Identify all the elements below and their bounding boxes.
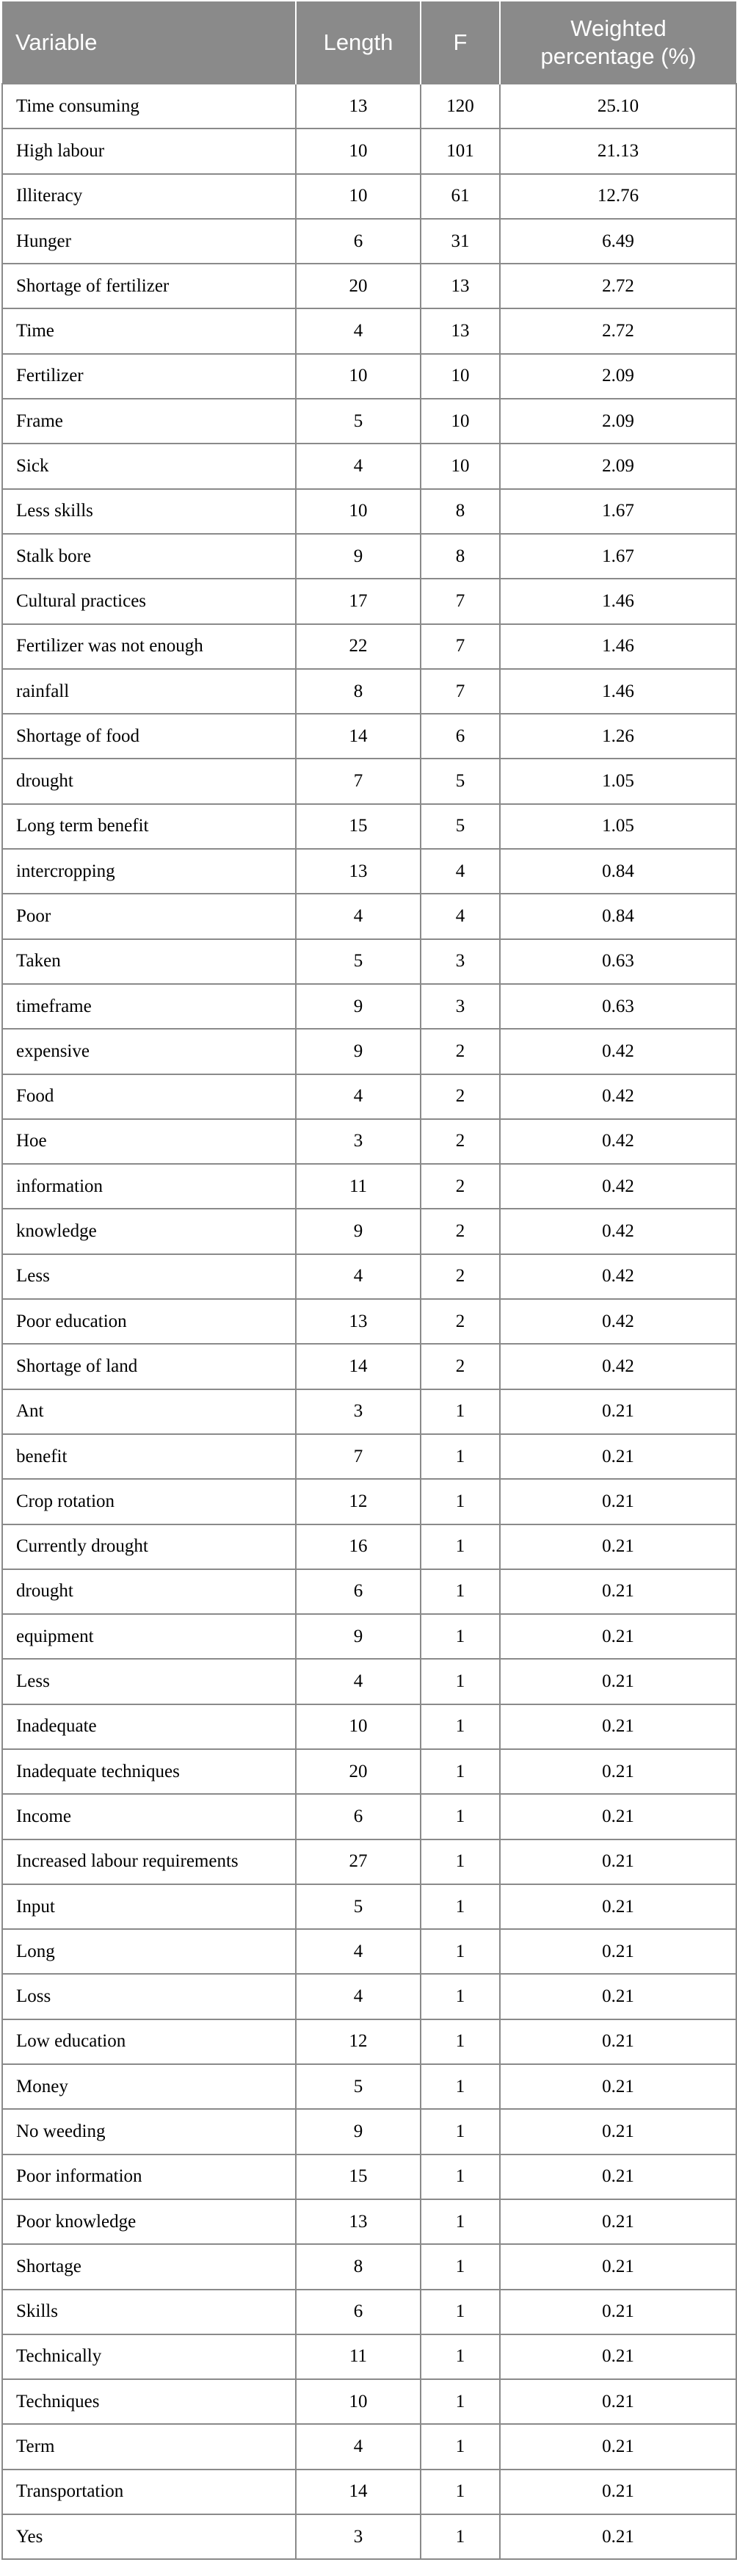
cell-f: 1 xyxy=(421,1974,500,2019)
cell-variable: rainfall xyxy=(2,669,296,714)
cell-weighted-percentage: 2.09 xyxy=(500,399,736,444)
cell-variable: Stalk bore xyxy=(2,534,296,579)
cell-variable: Poor xyxy=(2,894,296,938)
cell-variable: Techniques xyxy=(2,2379,296,2424)
cell-weighted-percentage: 0.21 xyxy=(500,1794,736,1839)
cell-variable: intercropping xyxy=(2,849,296,894)
cell-weighted-percentage: 1.67 xyxy=(500,534,736,579)
cell-length: 4 xyxy=(296,1254,421,1299)
cell-weighted-percentage: 0.42 xyxy=(500,1074,736,1119)
header-f: F xyxy=(421,1,500,84)
cell-weighted-percentage: 0.21 xyxy=(500,1524,736,1569)
cell-variable: Cultural practices xyxy=(2,579,296,623)
table-row xyxy=(2,759,736,803)
cell-variable: Long term benefit xyxy=(2,804,296,849)
cell-f: 2 xyxy=(421,1299,500,1344)
cell-f: 1 xyxy=(421,1569,500,1614)
cell-length: 5 xyxy=(296,399,421,444)
cell-length: 6 xyxy=(296,1794,421,1839)
cell-f: 1 xyxy=(421,1434,500,1479)
cell-weighted-percentage: 0.21 xyxy=(500,2424,736,2469)
cell-weighted-percentage: 0.21 xyxy=(500,2514,736,2559)
cell-weighted-percentage: 0.42 xyxy=(500,1299,736,1344)
cell-weighted-percentage: 0.21 xyxy=(500,2290,736,2334)
cell-f: 1 xyxy=(421,2019,500,2064)
cell-variable: No weeding xyxy=(2,2109,296,2154)
cell-variable: knowledge xyxy=(2,1209,296,1253)
cell-f: 101 xyxy=(421,129,500,173)
cell-variable: Technically xyxy=(2,2334,296,2379)
table-row xyxy=(2,308,736,353)
table-row xyxy=(2,1839,736,1884)
cell-weighted-percentage: 0.21 xyxy=(500,2064,736,2109)
cell-variable: Less xyxy=(2,1254,296,1299)
cell-variable: Loss xyxy=(2,1974,296,2019)
cell-f: 1 xyxy=(421,2379,500,2424)
cell-length: 10 xyxy=(296,129,421,173)
cell-weighted-percentage: 0.42 xyxy=(500,1119,736,1164)
cell-variable: Shortage xyxy=(2,2244,296,2289)
cell-f: 1 xyxy=(421,2199,500,2244)
cell-f: 1 xyxy=(421,1659,500,1704)
table-row xyxy=(2,1794,736,1839)
cell-variable: Taken xyxy=(2,939,296,984)
cell-length: 4 xyxy=(296,1074,421,1119)
table-row xyxy=(2,354,736,399)
cell-variable: Inadequate xyxy=(2,1704,296,1749)
cell-variable: Food xyxy=(2,1074,296,1119)
cell-length: 5 xyxy=(296,939,421,984)
cell-weighted-percentage: 0.21 xyxy=(500,2109,736,2154)
table-row xyxy=(2,624,736,669)
cell-length: 16 xyxy=(296,1524,421,1569)
cell-length: 20 xyxy=(296,1749,421,1794)
cell-variable: Ant xyxy=(2,1389,296,1434)
cell-length: 12 xyxy=(296,1479,421,1524)
cell-length: 9 xyxy=(296,1614,421,1659)
cell-length: 17 xyxy=(296,579,421,623)
header-weighted-percentage: Weighted percentage (%) xyxy=(500,1,736,84)
cell-length: 7 xyxy=(296,1434,421,1479)
cell-variable: Increased labour requirements xyxy=(2,1839,296,1884)
cell-f: 13 xyxy=(421,308,500,353)
cell-weighted-percentage: 0.21 xyxy=(500,2244,736,2289)
table-row xyxy=(2,1209,736,1253)
cell-f: 1 xyxy=(421,2064,500,2109)
cell-weighted-percentage: 0.21 xyxy=(500,2379,736,2424)
table-row xyxy=(2,1704,736,1749)
cell-variable: information xyxy=(2,1164,296,1209)
table-row xyxy=(2,2470,736,2514)
cell-weighted-percentage: 0.21 xyxy=(500,1839,736,1884)
table-row xyxy=(2,2199,736,2244)
cell-variable: Long xyxy=(2,1929,296,1974)
cell-weighted-percentage: 1.46 xyxy=(500,624,736,669)
cell-variable: Hunger xyxy=(2,219,296,264)
cell-weighted-percentage: 25.10 xyxy=(500,84,736,129)
header-length: Length xyxy=(296,1,421,84)
cell-weighted-percentage: 1.46 xyxy=(500,579,736,623)
cell-f: 61 xyxy=(421,174,500,219)
cell-length: 14 xyxy=(296,1344,421,1389)
cell-variable: Sick xyxy=(2,444,296,488)
cell-f: 8 xyxy=(421,534,500,579)
cell-length: 8 xyxy=(296,2244,421,2289)
cell-f: 13 xyxy=(421,264,500,308)
cell-length: 9 xyxy=(296,984,421,1029)
cell-variable: High labour xyxy=(2,129,296,173)
cell-f: 1 xyxy=(421,2334,500,2379)
cell-f: 3 xyxy=(421,939,500,984)
table-row xyxy=(2,219,736,264)
table-row xyxy=(2,2154,736,2199)
cell-length: 4 xyxy=(296,308,421,353)
cell-f: 1 xyxy=(421,1614,500,1659)
cell-variable: Money xyxy=(2,2064,296,2109)
cell-variable: Frame xyxy=(2,399,296,444)
cell-f: 2 xyxy=(421,1164,500,1209)
table-row xyxy=(2,1524,736,1569)
cell-variable: Term xyxy=(2,2424,296,2469)
cell-f: 1 xyxy=(421,2109,500,2154)
cell-f: 2 xyxy=(421,1119,500,1164)
cell-variable: Less xyxy=(2,1659,296,1704)
cell-weighted-percentage: 0.21 xyxy=(500,2334,736,2379)
cell-variable: Time consuming xyxy=(2,84,296,129)
table-row xyxy=(2,1074,736,1119)
cell-f: 5 xyxy=(421,759,500,803)
cell-variable: Income xyxy=(2,1794,296,1839)
cell-f: 1 xyxy=(421,1884,500,1929)
table-row xyxy=(2,2290,736,2334)
cell-weighted-percentage: 0.21 xyxy=(500,1704,736,1749)
cell-length: 9 xyxy=(296,534,421,579)
cell-variable: timeframe xyxy=(2,984,296,1029)
header-row xyxy=(2,1,736,84)
cell-variable: benefit xyxy=(2,1434,296,1479)
cell-variable: Skills xyxy=(2,2290,296,2334)
cell-f: 8 xyxy=(421,489,500,534)
cell-f: 5 xyxy=(421,804,500,849)
table-row xyxy=(2,174,736,219)
cell-weighted-percentage: 12.76 xyxy=(500,174,736,219)
table-row xyxy=(2,1119,736,1164)
cell-length: 4 xyxy=(296,2424,421,2469)
table-row xyxy=(2,264,736,308)
cell-weighted-percentage: 0.21 xyxy=(500,2154,736,2199)
cell-length: 20 xyxy=(296,264,421,308)
cell-length: 10 xyxy=(296,1704,421,1749)
cell-length: 4 xyxy=(296,1659,421,1704)
table-row xyxy=(2,1884,736,1929)
cell-weighted-percentage: 0.42 xyxy=(500,1254,736,1299)
cell-f: 2 xyxy=(421,1209,500,1253)
cell-f: 1 xyxy=(421,2290,500,2334)
cell-variable: equipment xyxy=(2,1614,296,1659)
cell-weighted-percentage: 1.26 xyxy=(500,714,736,759)
cell-variable: drought xyxy=(2,1569,296,1614)
cell-weighted-percentage: 0.42 xyxy=(500,1344,736,1389)
cell-variable: Yes xyxy=(2,2514,296,2559)
cell-length: 9 xyxy=(296,1029,421,1074)
cell-variable: Less skills xyxy=(2,489,296,534)
cell-f: 7 xyxy=(421,624,500,669)
cell-weighted-percentage: 1.05 xyxy=(500,804,736,849)
table-row xyxy=(2,2064,736,2109)
cell-length: 13 xyxy=(296,84,421,129)
cell-variable: Currently drought xyxy=(2,1524,296,1569)
table-row xyxy=(2,444,736,488)
cell-length: 7 xyxy=(296,759,421,803)
cell-variable: Input xyxy=(2,1884,296,1929)
cell-f: 10 xyxy=(421,399,500,444)
cell-weighted-percentage: 1.46 xyxy=(500,669,736,714)
cell-length: 5 xyxy=(296,2064,421,2109)
table-row xyxy=(2,1929,736,1974)
table-row xyxy=(2,399,736,444)
table-row xyxy=(2,1434,736,1479)
cell-weighted-percentage: 0.84 xyxy=(500,849,736,894)
cell-f: 1 xyxy=(421,1794,500,1839)
cell-variable: Transportation xyxy=(2,2470,296,2514)
cell-length: 3 xyxy=(296,1389,421,1434)
table-row xyxy=(2,1344,736,1389)
cell-variable: Time xyxy=(2,308,296,353)
cell-variable: Hoe xyxy=(2,1119,296,1164)
cell-variable: Shortage of land xyxy=(2,1344,296,1389)
cell-f: 2 xyxy=(421,1254,500,1299)
cell-weighted-percentage: 0.21 xyxy=(500,2019,736,2064)
cell-length: 14 xyxy=(296,2470,421,2514)
cell-f: 4 xyxy=(421,849,500,894)
cell-f: 120 xyxy=(421,84,500,129)
cell-weighted-percentage: 0.21 xyxy=(500,1884,736,1929)
cell-weighted-percentage: 0.21 xyxy=(500,1614,736,1659)
table-row xyxy=(2,489,736,534)
cell-f: 2 xyxy=(421,1074,500,1119)
table-row xyxy=(2,2244,736,2289)
cell-weighted-percentage: 0.42 xyxy=(500,1164,736,1209)
cell-f: 6 xyxy=(421,714,500,759)
cell-weighted-percentage: 1.05 xyxy=(500,759,736,803)
cell-length: 13 xyxy=(296,1299,421,1344)
cell-variable: Crop rotation xyxy=(2,1479,296,1524)
cell-f: 1 xyxy=(421,1929,500,1974)
cell-length: 15 xyxy=(296,2154,421,2199)
table-row xyxy=(2,714,736,759)
table-header xyxy=(2,1,736,84)
table-row xyxy=(2,2334,736,2379)
table-row xyxy=(2,849,736,894)
table-row xyxy=(2,1164,736,1209)
cell-f: 1 xyxy=(421,2470,500,2514)
cell-length: 10 xyxy=(296,489,421,534)
cell-length: 9 xyxy=(296,2109,421,2154)
cell-length: 15 xyxy=(296,804,421,849)
cell-f: 1 xyxy=(421,2244,500,2289)
cell-weighted-percentage: 0.84 xyxy=(500,894,736,938)
cell-f: 7 xyxy=(421,579,500,623)
table-row xyxy=(2,579,736,623)
table-row xyxy=(2,84,736,129)
cell-weighted-percentage: 0.63 xyxy=(500,984,736,1029)
cell-variable: Shortage of fertilizer xyxy=(2,264,296,308)
cell-variable: Illiteracy xyxy=(2,174,296,219)
cell-f: 10 xyxy=(421,444,500,488)
cell-length: 4 xyxy=(296,444,421,488)
cell-weighted-percentage: 0.21 xyxy=(500,2199,736,2244)
cell-variable: expensive xyxy=(2,1029,296,1074)
cell-length: 13 xyxy=(296,2199,421,2244)
cell-length: 4 xyxy=(296,1929,421,1974)
cell-length: 10 xyxy=(296,174,421,219)
cell-weighted-percentage: 0.21 xyxy=(500,1389,736,1434)
cell-weighted-percentage: 0.21 xyxy=(500,1479,736,1524)
cell-length: 10 xyxy=(296,354,421,399)
cell-f: 3 xyxy=(421,984,500,1029)
cell-weighted-percentage: 2.09 xyxy=(500,354,736,399)
cell-weighted-percentage: 0.42 xyxy=(500,1029,736,1074)
table-row xyxy=(2,894,736,938)
table-row xyxy=(2,804,736,849)
cell-length: 22 xyxy=(296,624,421,669)
cell-f: 1 xyxy=(421,2424,500,2469)
cell-variable: Inadequate techniques xyxy=(2,1749,296,1794)
cell-variable: Poor information xyxy=(2,2154,296,2199)
table-row xyxy=(2,2019,736,2064)
table-row xyxy=(2,2379,736,2424)
cell-f: 4 xyxy=(421,894,500,938)
cell-length: 12 xyxy=(296,2019,421,2064)
cell-variable: Poor education xyxy=(2,1299,296,1344)
cell-length: 9 xyxy=(296,1209,421,1253)
cell-length: 14 xyxy=(296,714,421,759)
cell-length: 10 xyxy=(296,2379,421,2424)
cell-f: 1 xyxy=(421,2514,500,2559)
table-row xyxy=(2,534,736,579)
cell-weighted-percentage: 2.09 xyxy=(500,444,736,488)
cell-length: 6 xyxy=(296,2290,421,2334)
table-row xyxy=(2,129,736,173)
cell-weighted-percentage: 2.72 xyxy=(500,264,736,308)
cell-weighted-percentage: 0.21 xyxy=(500,1929,736,1974)
table-body xyxy=(2,84,736,2559)
cell-variable: Fertilizer xyxy=(2,354,296,399)
table-row xyxy=(2,1389,736,1434)
table-row xyxy=(2,1614,736,1659)
table-row xyxy=(2,1749,736,1794)
cell-length: 4 xyxy=(296,1974,421,2019)
table-row xyxy=(2,2424,736,2469)
cell-f: 31 xyxy=(421,219,500,264)
cell-variable: Low education xyxy=(2,2019,296,2064)
table-row xyxy=(2,2109,736,2154)
table-row xyxy=(2,984,736,1029)
cell-weighted-percentage: 2.72 xyxy=(500,308,736,353)
cell-f: 1 xyxy=(421,2154,500,2199)
cell-variable: Fertilizer was not enough xyxy=(2,624,296,669)
cell-length: 5 xyxy=(296,1884,421,1929)
cell-f: 7 xyxy=(421,669,500,714)
cell-f: 1 xyxy=(421,1389,500,1434)
cell-weighted-percentage: 0.21 xyxy=(500,1974,736,2019)
cell-f: 1 xyxy=(421,1524,500,1569)
cell-weighted-percentage: 0.21 xyxy=(500,2470,736,2514)
cell-f: 1 xyxy=(421,1704,500,1749)
table-row xyxy=(2,1299,736,1344)
table-row xyxy=(2,1659,736,1704)
cell-f: 1 xyxy=(421,1749,500,1794)
table-row xyxy=(2,1029,736,1074)
table-row xyxy=(2,1254,736,1299)
cell-length: 3 xyxy=(296,2514,421,2559)
cell-length: 6 xyxy=(296,219,421,264)
table-row xyxy=(2,1569,736,1614)
cell-weighted-percentage: 0.21 xyxy=(500,1659,736,1704)
table-row xyxy=(2,939,736,984)
table-row xyxy=(2,669,736,714)
cell-weighted-percentage: 0.42 xyxy=(500,1209,736,1253)
cell-weighted-percentage: 21.13 xyxy=(500,129,736,173)
cell-length: 3 xyxy=(296,1119,421,1164)
cell-weighted-percentage: 0.63 xyxy=(500,939,736,984)
cell-length: 8 xyxy=(296,669,421,714)
cell-f: 2 xyxy=(421,1029,500,1074)
table-row xyxy=(2,2514,736,2559)
header-variable: Variable xyxy=(2,1,296,84)
cell-length: 11 xyxy=(296,1164,421,1209)
cell-variable: drought xyxy=(2,759,296,803)
cell-length: 13 xyxy=(296,849,421,894)
cell-weighted-percentage: 0.21 xyxy=(500,1569,736,1614)
cell-f: 2 xyxy=(421,1344,500,1389)
cell-length: 11 xyxy=(296,2334,421,2379)
cell-weighted-percentage: 1.67 xyxy=(500,489,736,534)
cell-f: 1 xyxy=(421,1839,500,1884)
data-table xyxy=(1,1,737,2560)
cell-weighted-percentage: 6.49 xyxy=(500,219,736,264)
cell-length: 4 xyxy=(296,894,421,938)
table-row xyxy=(2,1479,736,1524)
cell-f: 1 xyxy=(421,1479,500,1524)
cell-length: 27 xyxy=(296,1839,421,1884)
cell-f: 10 xyxy=(421,354,500,399)
table-row xyxy=(2,1974,736,2019)
cell-weighted-percentage: 0.21 xyxy=(500,1749,736,1794)
cell-weighted-percentage: 0.21 xyxy=(500,1434,736,1479)
cell-variable: Poor knowledge xyxy=(2,2199,296,2244)
cell-variable: Shortage of food xyxy=(2,714,296,759)
cell-length: 6 xyxy=(296,1569,421,1614)
